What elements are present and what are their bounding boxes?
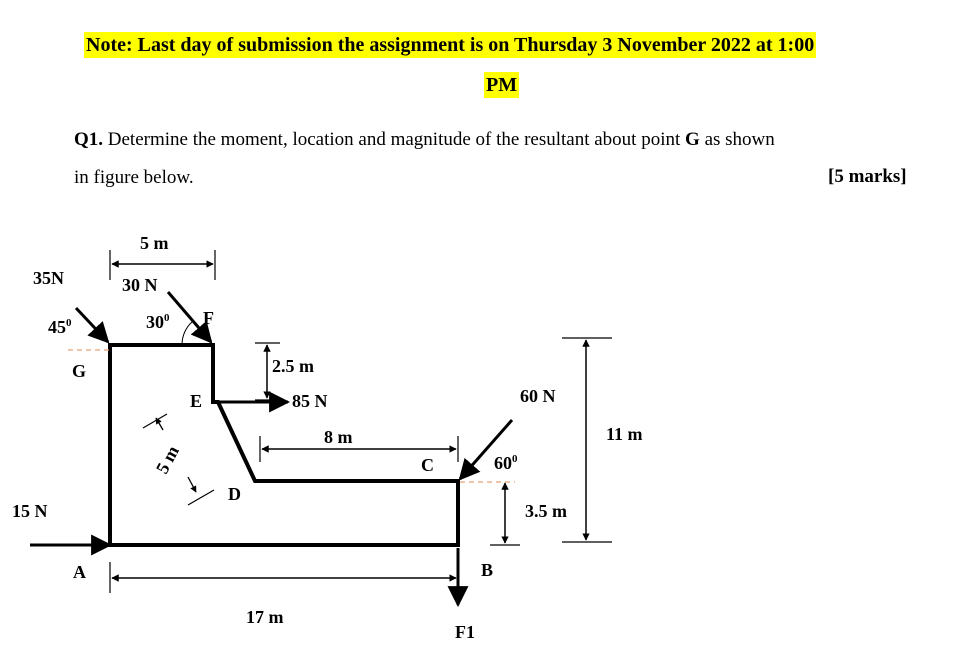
dim-8m-label: 8 m	[324, 427, 353, 447]
question-line2: in figure below.	[74, 167, 194, 188]
force-35n-arrow	[76, 308, 108, 342]
force-30n-label: 30 N	[122, 275, 158, 295]
point-f-label: F	[203, 308, 214, 328]
point-g-label: G	[72, 361, 87, 381]
dim-17m-label: 17 m	[246, 607, 284, 627]
angle-60-label: $60^0$	[494, 453, 518, 473]
dim-5m-slant-tick-top	[143, 414, 167, 428]
question-number: Q1.	[74, 129, 104, 150]
angle-45-label: $45^0$	[48, 317, 72, 337]
angle-30-arc	[182, 321, 193, 345]
question-text-b: as shown	[699, 129, 775, 150]
question-marks: [5 marks]	[828, 166, 907, 187]
dim-2-5m-label: 2.5 m	[272, 356, 314, 376]
force-15n-label: 15 N	[12, 501, 48, 521]
point-a-label: A	[73, 562, 86, 582]
submission-note-line2: PM	[486, 74, 518, 96]
point-b-label: B	[481, 560, 494, 580]
point-e-label: E	[190, 391, 203, 411]
force-f1-label: F1	[455, 622, 475, 642]
dim-11m-label: 11 m	[606, 424, 643, 444]
dim-5m-slant-label: 5 m	[151, 442, 183, 477]
force-35n-label: 35N	[33, 268, 64, 288]
angle-30-label: $30^0$	[146, 312, 170, 332]
question-point: G	[685, 129, 700, 150]
dim-5m-slant-arrow-bottom	[188, 477, 196, 492]
dim-3-5m-label: 3.5 m	[525, 501, 567, 521]
dim-5m-slant-tick-bottom	[188, 490, 214, 505]
point-c-label: C	[421, 455, 434, 475]
point-d-label: D	[228, 484, 241, 504]
force-60n-label: 60 N	[520, 386, 556, 406]
force-85n-label: 85 N	[292, 391, 328, 411]
question-text-a: Determine the moment, location and magnitude of the resultant about point	[103, 129, 686, 150]
dim-5m-top-label: 5 m	[140, 233, 169, 253]
submission-note-line1: Note: Last day of submission the assignment is on Thursday 3 November 2022 at 1:00	[86, 34, 815, 56]
